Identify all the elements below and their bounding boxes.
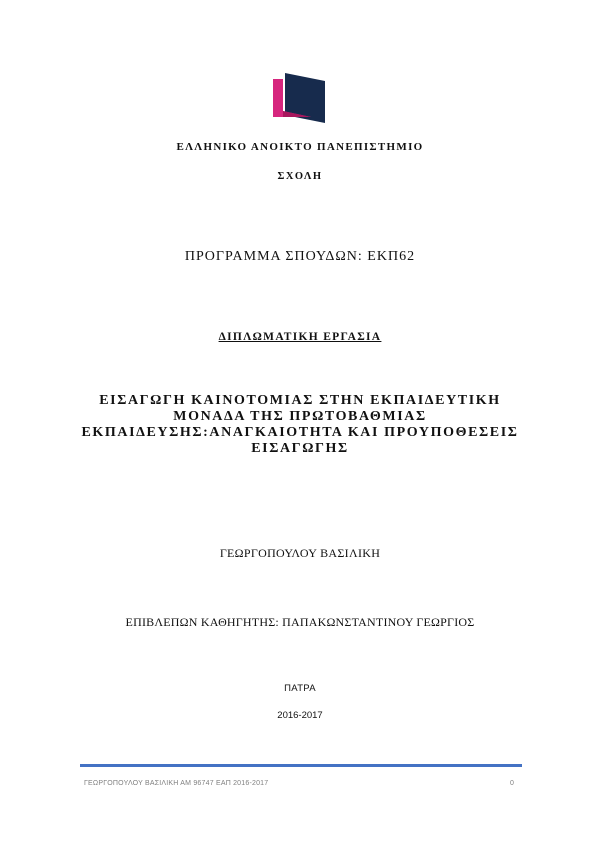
page-number: 0	[510, 780, 514, 787]
program-of-study: ΠΡΟΓΡΑΜΜΑ ΣΠΟΥΔΩΝ: ΕΚΠ62	[184, 249, 416, 264]
thesis-title-line: ΜΟΝΑΔΑ ΤΗΣ ΠΡΩΤΟΒΑΘΜΙΑΣ	[173, 409, 427, 424]
author-name: ΓΕΩΡΓΟΠΟΥΛΟΥ ΒΑΣΙΛΙΚΗ	[219, 546, 381, 560]
city: ΠΑΤΡΑ	[284, 683, 316, 694]
academic-years: 2016-2017	[277, 710, 323, 721]
thesis-title-line: ΕΚΠΑΙΔΕΥΣΗΣ:ΑΝΑΓΚΑΙΟΤΗΤΑ ΚΑΙ ΠΡΟΥΠΟΘΕΣΕΙΣ	[81, 425, 519, 440]
footer-rule	[80, 764, 522, 767]
thesis-title-line: ΕΙΣΑΓΩΓΗ ΚΑΙΝΟΤΟΜΙΑΣ ΣΤΗΝ ΕΚΠΑΙΔΕΥΤΙΚΗ	[99, 393, 501, 408]
supervisor-line: ΕΠΙΒΛΕΠΩΝ ΚΑΘΗΓΗΤΗΣ: ΠΑΠΑΚΩΝΣΤΑΝΤΙΝΟΥ ΓΕΩΡΓΙΟΣ	[125, 615, 475, 629]
university-logo-icon	[271, 71, 327, 129]
thesis-title-line: ΕΙΣΑΓΩΓΗΣ	[251, 441, 349, 456]
university-logo-graphic	[271, 71, 327, 129]
footer-text: ΓΕΩΡΓΟΠΟΥΛΟΥ ΒΑΣΙΛΙΚΗ ΑΜ 96747 ΕΑΠ 2016-2017	[84, 780, 269, 787]
school-name: ΣΧΟΛΗ	[277, 171, 323, 182]
thesis-title	[60, 393, 540, 457]
university-name: ΕΛΛΗΝΙΚΟ ΑΝΟΙΚΤΟ ΠΑΝΕΠΙΣΤΗΜΙΟ	[176, 141, 424, 153]
thesis-label: ΔΙΠΛΩΜΑΤΙΚΗ ΕΡΓΑΣΙΑ	[218, 331, 382, 343]
